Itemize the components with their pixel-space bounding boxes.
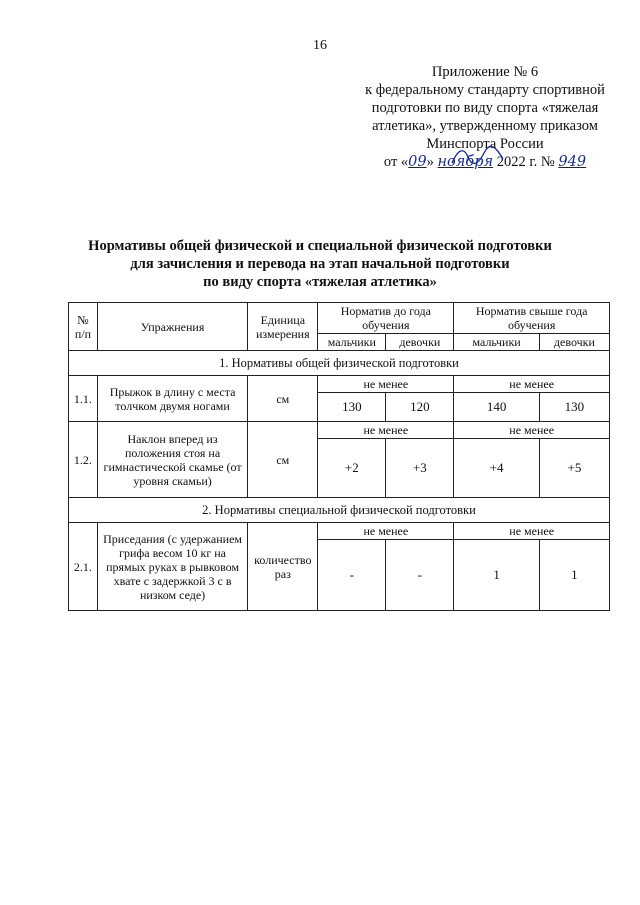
header-num: № п/п	[69, 303, 98, 351]
row-min-1: не менее	[318, 376, 454, 393]
header-girls-1: девочки	[386, 334, 454, 351]
header-boys-2: мальчики	[454, 334, 540, 351]
appendix-header	[350, 63, 620, 171]
section-row	[69, 351, 610, 376]
value-boys-1: -	[318, 540, 386, 611]
header-group-1: Норматив до года обучения	[318, 303, 454, 334]
row-unit: см	[248, 376, 318, 422]
row-min-2: не менее	[454, 523, 610, 540]
value-girls-1: -	[386, 540, 454, 611]
table-row	[69, 523, 610, 540]
row-num: 2.1.	[69, 523, 98, 611]
appendix-line-2: к федеральному стандарту спортивной	[365, 82, 605, 98]
title-line-2: для зачисления и перевода на этап начальной подготовки	[130, 256, 510, 272]
header-group-2: Норматив свыше года обучения	[454, 303, 610, 334]
row-min-1: не менее	[318, 523, 454, 540]
norms-table	[68, 302, 610, 611]
table-row	[69, 376, 610, 393]
appendix-line-3: подготовки по виду спорта «тяжелая	[371, 100, 599, 116]
row-exercise: Наклон вперед из положения стоя на гимнастической скамье (от уровня скамьи)	[97, 422, 247, 498]
appendix-line-4: атлетика», утвержденному приказом	[372, 118, 598, 134]
handwritten-day: 09	[408, 154, 427, 170]
section-title-1: 1. Нормативы общей физической подготовки	[69, 351, 610, 376]
row-min-2: не менее	[454, 422, 610, 439]
date-prefix: от «	[383, 154, 409, 170]
title-line-3: по виду спорта «тяжелая атлетика»	[203, 274, 437, 290]
ministry-name: Минспорта России	[426, 136, 544, 152]
section-title-2: 2. Нормативы специальной физической подготовки	[69, 498, 610, 523]
row-min-1: не менее	[318, 422, 454, 439]
handwritten-month: ноября	[437, 154, 494, 170]
order-date-line	[350, 153, 620, 171]
value-boys-2: 140	[454, 393, 540, 422]
value-boys-1: +2	[318, 439, 386, 498]
page-number: 16	[313, 38, 327, 53]
handwritten-order-number: 949	[558, 154, 587, 170]
row-min-2: не менее	[454, 376, 610, 393]
value-girls-1: +3	[386, 439, 454, 498]
value-girls-1: 120	[386, 393, 454, 422]
title-line-1: Нормативы общей физической и специальной физической подготовки	[88, 238, 552, 254]
section-row	[69, 498, 610, 523]
table-row	[69, 422, 610, 439]
document-title	[40, 237, 600, 291]
header-boys-1: мальчики	[318, 334, 386, 351]
row-unit: количество раз	[248, 523, 318, 611]
header-unit: Единица измерения	[248, 303, 318, 351]
row-num: 1.1.	[69, 376, 98, 422]
value-girls-2: +5	[539, 439, 609, 498]
row-num: 1.2.	[69, 422, 98, 498]
value-boys-2: 1	[454, 540, 540, 611]
date-year: 2022 г. №	[496, 154, 555, 170]
header-row	[69, 303, 610, 334]
value-girls-2: 1	[539, 540, 609, 611]
appendix-title: Приложение № 6	[431, 64, 539, 80]
row-exercise: Прыжок в длину с места толчком двумя ногами	[97, 376, 247, 422]
value-boys-2: +4	[454, 439, 540, 498]
date-quote: »	[426, 154, 434, 170]
header-girls-2: девочки	[539, 334, 609, 351]
appendix-line-5	[350, 135, 620, 153]
value-girls-2: 130	[539, 393, 609, 422]
header-exercise: Упражнения	[97, 303, 247, 351]
value-boys-1: 130	[318, 393, 386, 422]
row-exercise: Приседания (с удержанием грифа весом 10 кг на прямых руках в рывковом хвате с задержкой 3 с в низком седе)	[97, 523, 247, 611]
row-unit: см	[248, 422, 318, 498]
